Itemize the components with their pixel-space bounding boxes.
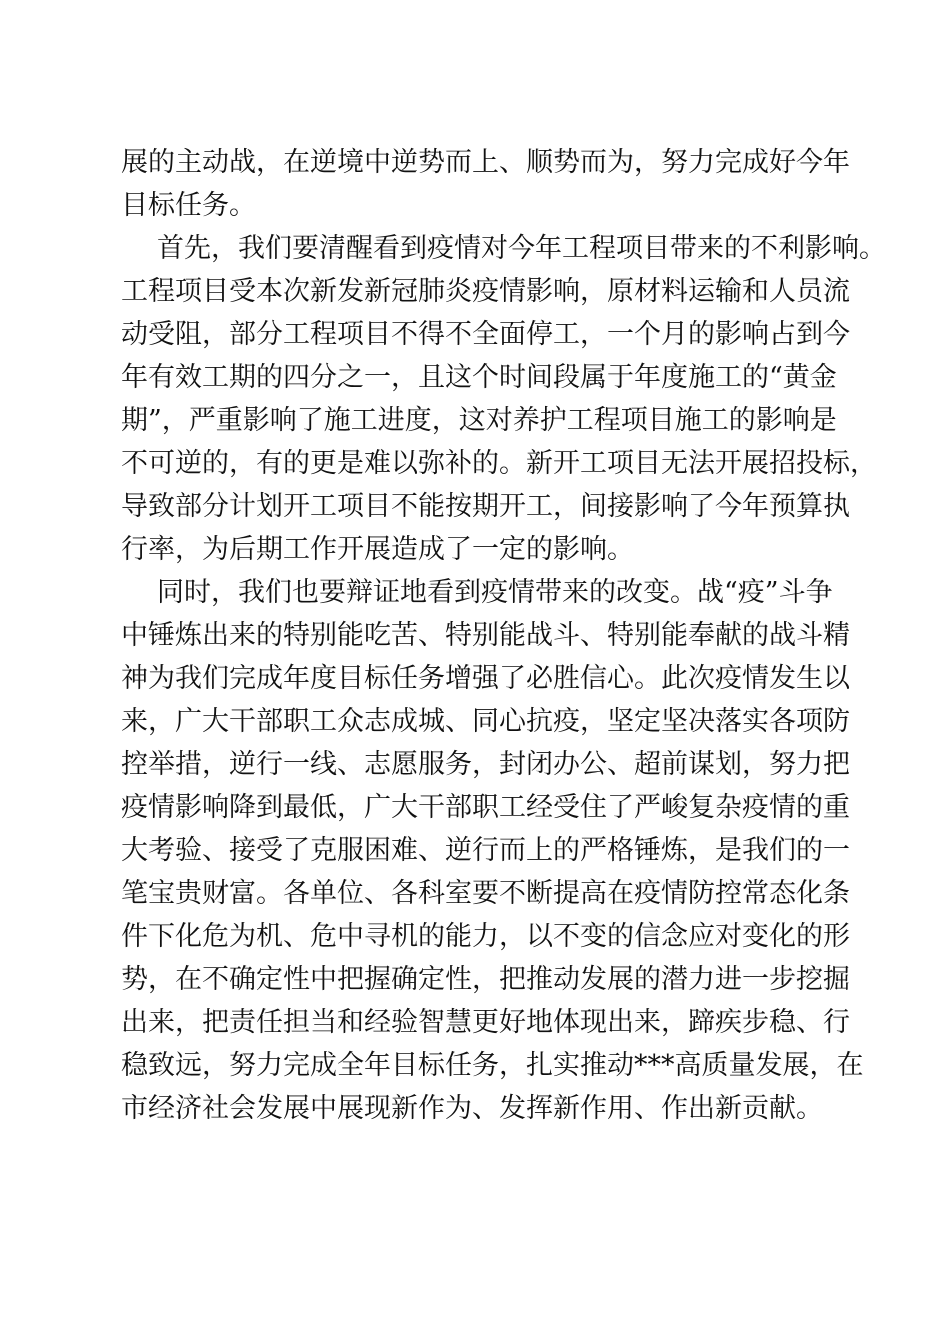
text-line: 导致部分计划开工项目不能按期开工，间接影响了今年预算执 (121, 491, 850, 522)
text-line: 工程项目受本次新发新冠肺炎疫情影响，原材料运输和人员流 (121, 276, 850, 307)
text-line: 目标任务。 (121, 190, 256, 221)
text-line: 中锤炼出来的特别能吃苦、特别能战斗、特别能奉献的战斗精 (121, 620, 850, 651)
text-line: 展的主动战，在逆境中逆势而上、顺势而为，努力完成好今年 (121, 147, 850, 178)
text-line: 年有效工期的四分之一，且这个时间段属于年度施工的“黄金 (121, 362, 837, 393)
paragraph-first-line: 首先，我们要清醒看到疫情对今年工程项目带来的不利影响。 (157, 233, 886, 264)
text-line: 出来，把责任担当和经验智慧更好地体现出来，蹄疾步稳、行 (121, 1007, 850, 1038)
text-line: 稳致远，努力完成全年目标任务，扎实推动***高质量发展，在 (121, 1050, 864, 1081)
text-line: 笔宝贵财富。各单位、各科室要不断提高在疫情防控常态化条 (121, 878, 850, 909)
text-line: 市经济社会发展中展现新作为、发挥新作用、作出新贡献。 (121, 1093, 823, 1124)
text-line: 期”，严重影响了施工进度，这对养护工程项目施工的影响是 (121, 405, 837, 436)
paragraph-first-line: 同时，我们也要辩证地看到疫情带来的改变。战“疫”斗争 (157, 577, 833, 608)
text-line: 不可逆的，有的更是难以弥补的。新开工项目无法开展招投标， (121, 448, 877, 479)
text-line: 行率，为后期工作开展造成了一定的影响。 (121, 534, 634, 565)
text-line: 动受阻，部分工程项目不得不全面停工，一个月的影响占到今 (121, 319, 850, 350)
text-line: 疫情影响降到最低，广大干部职工经受住了严峻复杂疫情的重 (121, 792, 850, 823)
text-line: 势，在不确定性中把握确定性，把推动发展的潜力进一步挖掘 (121, 964, 850, 995)
text-line: 大考验、接受了克服困难、逆行而上的严格锤炼，是我们的一 (121, 835, 850, 866)
text-line: 控举措，逆行一线、志愿服务，封闭办公、超前谋划，努力把 (121, 749, 850, 780)
text-line: 来，广大干部职工众志成城、同心抗疫，坚定坚决落实各项防 (121, 706, 850, 737)
text-line: 神为我们完成年度目标任务增强了必胜信心。此次疫情发生以 (121, 663, 850, 694)
text-line: 件下化危为机、危中寻机的能力，以不变的信念应对变化的形 (121, 921, 850, 952)
